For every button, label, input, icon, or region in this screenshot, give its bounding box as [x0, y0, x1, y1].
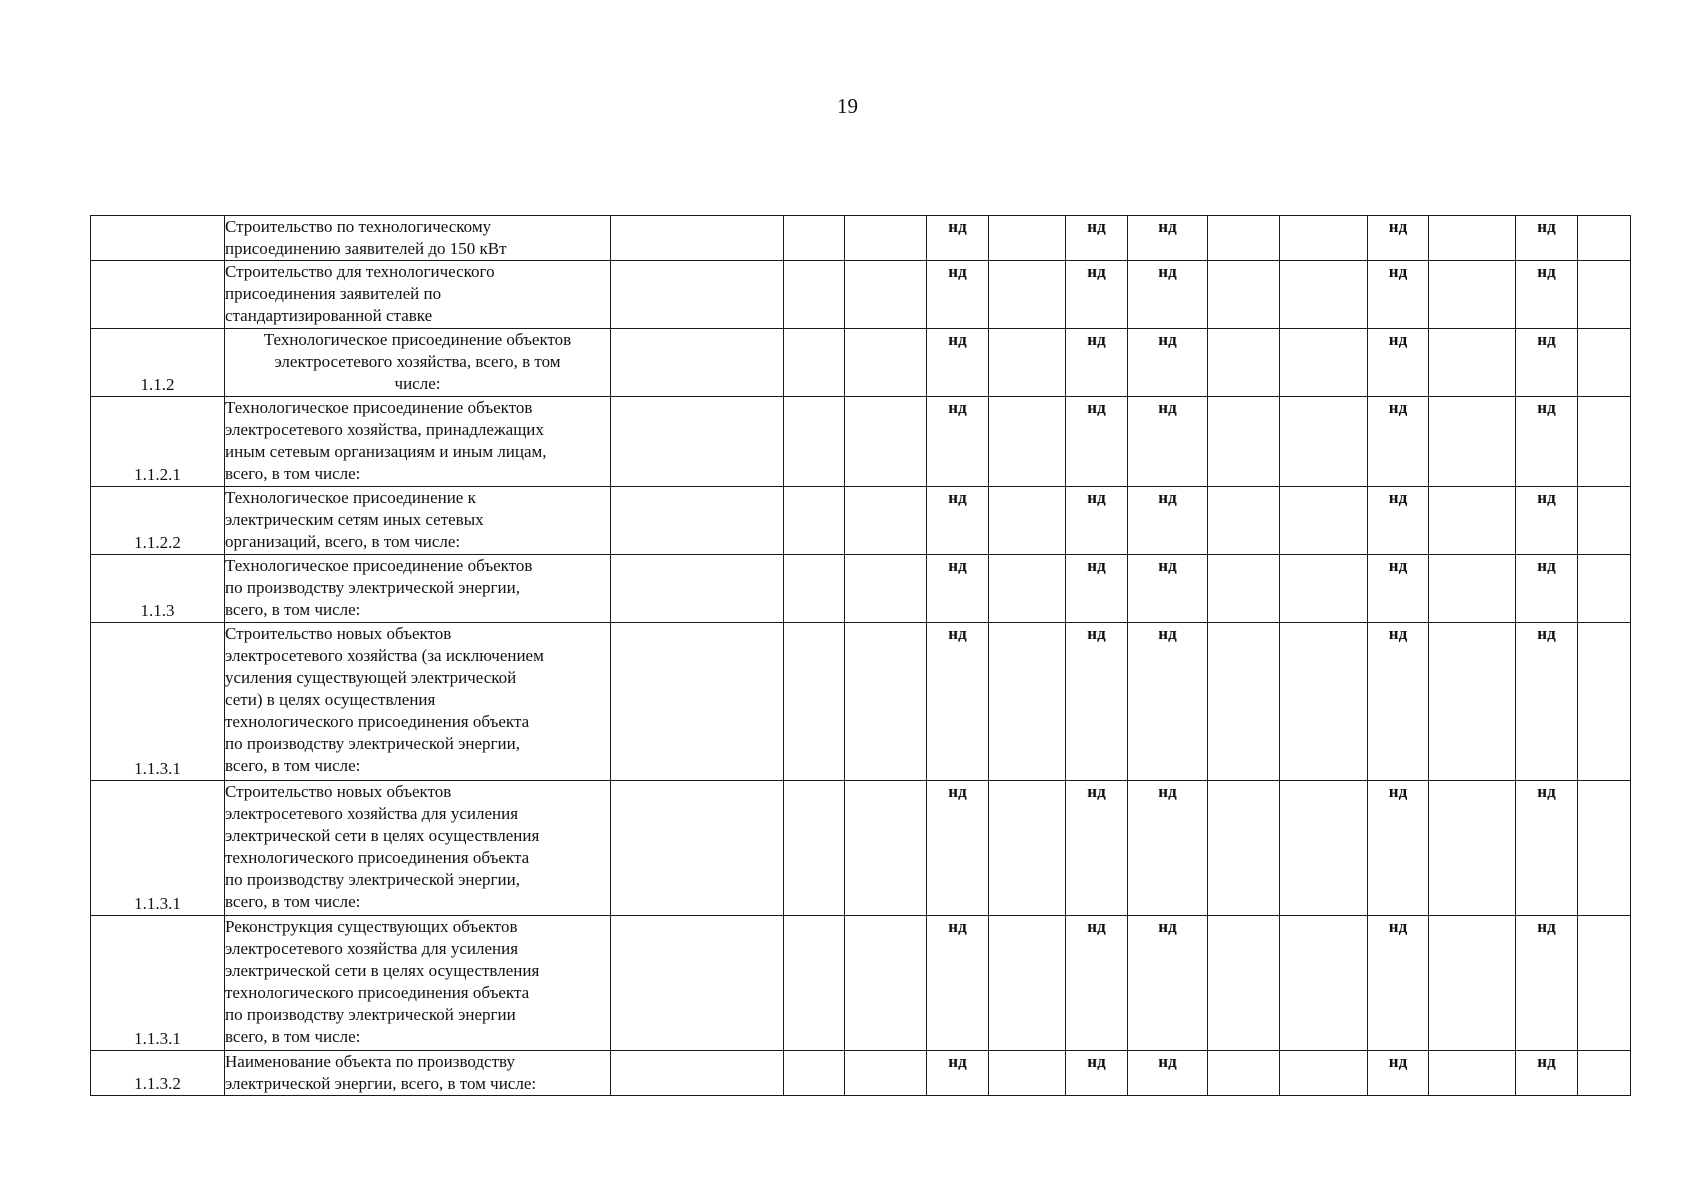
value-cell — [1578, 329, 1631, 397]
value-cell — [1280, 555, 1368, 623]
row-name: Технологическое присоединение объектов электросетевого хозяйства, принадлежащих иным сетевым организациям и иным лицам, всего, в том числе: — [225, 397, 611, 487]
value-cell — [1280, 397, 1368, 487]
value-cell — [611, 781, 784, 916]
value-cell: нд — [1128, 397, 1208, 487]
value-cell: нд — [1066, 397, 1128, 487]
value-cell — [989, 1051, 1066, 1096]
value-cell: нд — [927, 329, 989, 397]
value-cell — [784, 781, 845, 916]
value-cell — [989, 555, 1066, 623]
value-cell: нд — [1066, 1051, 1128, 1096]
value-cell: нд — [1368, 623, 1429, 781]
value-cell — [1208, 916, 1280, 1051]
value-cell — [1429, 487, 1516, 555]
value-cell: нд — [1368, 397, 1429, 487]
value-cell: нд — [1516, 555, 1578, 623]
value-cell — [1208, 397, 1280, 487]
value-cell — [989, 487, 1066, 555]
value-cell: нд — [1368, 555, 1429, 623]
value-cell — [989, 329, 1066, 397]
investment-program-table — [90, 215, 1631, 1096]
row-name: Строительство новых объектов электросетевого хозяйства (за исключением усиления существующей электрической сети) в целях осуществления технологического присоединения объекта по производству электрической энергии, всего, в том числе: — [225, 623, 611, 781]
value-cell — [1429, 781, 1516, 916]
value-cell — [989, 916, 1066, 1051]
row-code: 1.1.3 — [91, 555, 225, 623]
value-cell — [1208, 261, 1280, 329]
value-cell — [845, 216, 927, 261]
value-cell: нд — [1516, 397, 1578, 487]
value-cell — [784, 487, 845, 555]
value-cell: нд — [927, 623, 989, 781]
value-cell — [1280, 487, 1368, 555]
value-cell — [1578, 623, 1631, 781]
value-cell: нд — [927, 1051, 989, 1096]
value-cell — [1280, 781, 1368, 916]
value-cell — [989, 781, 1066, 916]
row-name: Строительство по технологическому присоединению заявителей до 150 кВт — [225, 216, 611, 261]
value-cell: нд — [1128, 487, 1208, 555]
value-cell — [611, 623, 784, 781]
value-cell — [1429, 555, 1516, 623]
value-cell — [989, 261, 1066, 329]
value-cell — [1429, 397, 1516, 487]
value-cell — [1280, 261, 1368, 329]
value-cell — [611, 216, 784, 261]
row-name: Строительство для технологического присоединения заявителей по стандартизированной ставке — [225, 261, 611, 329]
row-name: Технологическое присоединение объектов электросетевого хозяйства, всего, в том числе: — [225, 329, 611, 397]
value-cell — [784, 261, 845, 329]
value-cell — [1429, 216, 1516, 261]
value-cell — [1208, 329, 1280, 397]
value-cell: нд — [1368, 487, 1429, 555]
value-cell — [1280, 1051, 1368, 1096]
value-cell: нд — [1128, 216, 1208, 261]
value-cell — [784, 329, 845, 397]
row-code: 1.1.3.2 — [91, 1051, 225, 1096]
value-cell — [1578, 397, 1631, 487]
value-cell: нд — [1368, 261, 1429, 329]
value-cell: нд — [1368, 329, 1429, 397]
row-code: 1.1.3.1 — [91, 781, 225, 916]
value-cell — [845, 623, 927, 781]
value-cell: нд — [1516, 261, 1578, 329]
value-cell — [784, 1051, 845, 1096]
row-name: Технологическое присоединение к электрическим сетям иных сетевых организаций, всего, в том числе: — [225, 487, 611, 555]
value-cell — [611, 261, 784, 329]
value-cell — [845, 329, 927, 397]
value-cell: нд — [1066, 261, 1128, 329]
value-cell — [611, 555, 784, 623]
value-cell — [989, 623, 1066, 781]
value-cell: нд — [1128, 781, 1208, 916]
value-cell: нд — [1368, 916, 1429, 1051]
value-cell: нд — [927, 781, 989, 916]
value-cell: нд — [1066, 487, 1128, 555]
value-cell: нд — [1066, 623, 1128, 781]
value-cell: нд — [1128, 329, 1208, 397]
value-cell: нд — [927, 555, 989, 623]
value-cell: нд — [1128, 623, 1208, 781]
value-cell — [1208, 216, 1280, 261]
value-cell: нд — [1516, 216, 1578, 261]
value-cell: нд — [927, 487, 989, 555]
value-cell — [1208, 781, 1280, 916]
value-cell: нд — [1066, 216, 1128, 261]
row-code: 1.1.3.1 — [91, 916, 225, 1051]
value-cell — [611, 487, 784, 555]
value-cell: нд — [927, 261, 989, 329]
value-cell: нд — [1516, 1051, 1578, 1096]
value-cell — [1578, 216, 1631, 261]
value-cell — [1280, 623, 1368, 781]
value-cell — [784, 916, 845, 1051]
value-cell — [1429, 623, 1516, 781]
value-cell: нд — [927, 216, 989, 261]
value-cell — [1208, 487, 1280, 555]
table-row — [91, 916, 1631, 1051]
value-cell — [1208, 555, 1280, 623]
value-cell — [845, 555, 927, 623]
row-code: 1.1.2.2 — [91, 487, 225, 555]
table-row — [91, 397, 1631, 487]
value-cell: нд — [1066, 916, 1128, 1051]
row-code: 1.1.2 — [91, 329, 225, 397]
table-row — [91, 329, 1631, 397]
value-cell — [611, 916, 784, 1051]
row-code — [91, 261, 225, 329]
value-cell — [1208, 1051, 1280, 1096]
value-cell — [784, 623, 845, 781]
page-number: 19 — [837, 94, 858, 118]
value-cell — [1578, 487, 1631, 555]
value-cell — [1578, 916, 1631, 1051]
value-cell — [784, 216, 845, 261]
value-cell — [1578, 1051, 1631, 1096]
table-row — [91, 623, 1631, 781]
row-code: 1.1.2.1 — [91, 397, 225, 487]
value-cell — [845, 1051, 927, 1096]
value-cell — [845, 781, 927, 916]
row-name: Технологическое присоединение объектов по производству электрической энергии, всего, в том числе: — [225, 555, 611, 623]
value-cell: нд — [1368, 216, 1429, 261]
value-cell — [611, 397, 784, 487]
value-cell — [1429, 329, 1516, 397]
value-cell: нд — [1128, 916, 1208, 1051]
value-cell: нд — [1128, 261, 1208, 329]
value-cell: нд — [1516, 487, 1578, 555]
value-cell — [845, 397, 927, 487]
value-cell: нд — [1516, 623, 1578, 781]
value-cell — [1578, 555, 1631, 623]
value-cell — [611, 329, 784, 397]
value-cell — [845, 916, 927, 1051]
value-cell — [784, 555, 845, 623]
value-cell — [1280, 329, 1368, 397]
table-row — [91, 555, 1631, 623]
table-row — [91, 1051, 1631, 1096]
value-cell — [784, 397, 845, 487]
value-cell — [989, 216, 1066, 261]
table-row — [91, 261, 1631, 329]
row-name: Реконструкция существующих объектов электросетевого хозяйства для усиления электрической сети в целях осуществления технологического присоединения объекта по производству электрической энергии всего, в том числе: — [225, 916, 611, 1051]
row-name: Наименование объекта по производству электрической энергии, всего, в том числе: — [225, 1051, 611, 1096]
value-cell — [611, 1051, 784, 1096]
row-name: Строительство новых объектов электросетевого хозяйства для усиления электрической сети в целях осуществления технологического присоединения объекта по производству электрической энергии, всего, в том числе: — [225, 781, 611, 916]
table-row — [91, 216, 1631, 261]
value-cell — [1429, 1051, 1516, 1096]
row-code — [91, 216, 225, 261]
value-cell — [989, 397, 1066, 487]
row-code: 1.1.3.1 — [91, 623, 225, 781]
value-cell: нд — [1516, 329, 1578, 397]
value-cell — [1429, 916, 1516, 1051]
value-cell: нд — [1066, 329, 1128, 397]
value-cell: нд — [1128, 1051, 1208, 1096]
value-cell: нд — [1128, 555, 1208, 623]
value-cell — [1578, 261, 1631, 329]
value-cell — [845, 487, 927, 555]
value-cell — [1280, 916, 1368, 1051]
value-cell: нд — [927, 916, 989, 1051]
value-cell: нд — [1368, 781, 1429, 916]
value-cell — [1429, 261, 1516, 329]
value-cell: нд — [927, 397, 989, 487]
value-cell: нд — [1066, 781, 1128, 916]
value-cell: нд — [1368, 1051, 1429, 1096]
table-row — [91, 487, 1631, 555]
value-cell: нд — [1516, 781, 1578, 916]
value-cell: нд — [1516, 916, 1578, 1051]
value-cell — [1280, 216, 1368, 261]
value-cell — [1578, 781, 1631, 916]
value-cell — [845, 261, 927, 329]
value-cell — [1208, 623, 1280, 781]
table-row — [91, 781, 1631, 916]
value-cell: нд — [1066, 555, 1128, 623]
